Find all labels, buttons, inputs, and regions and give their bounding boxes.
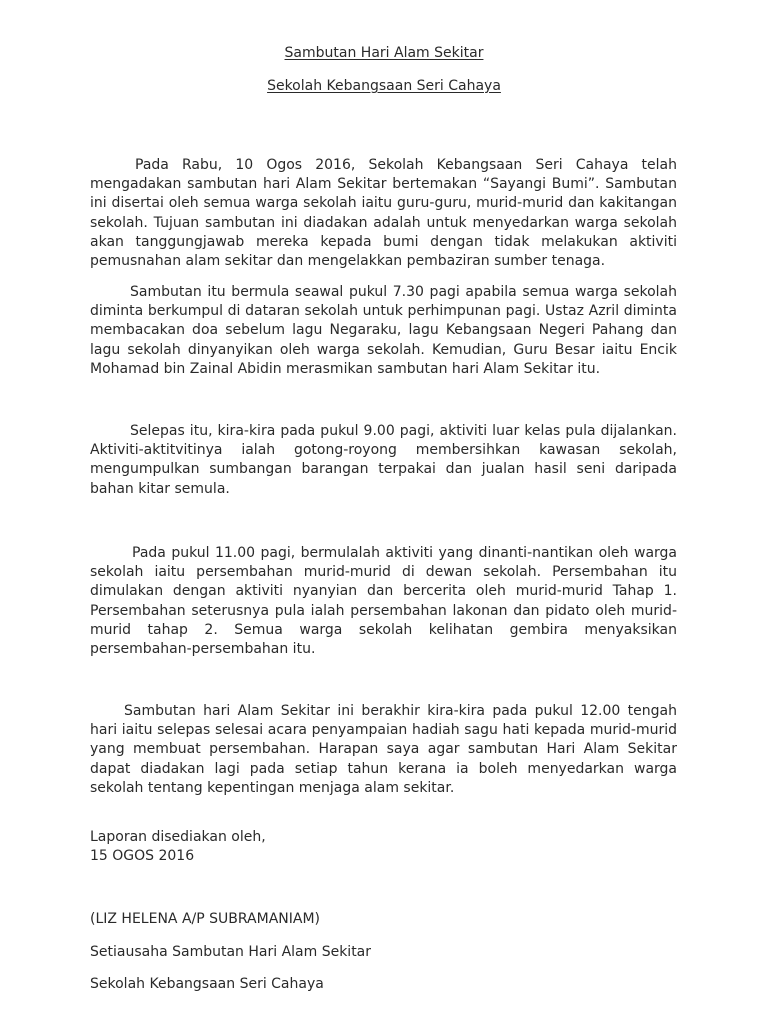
report-prepared-by-label: Laporan disediakan oleh,	[90, 829, 266, 845]
signatory-position: Setiausaha Sambutan Hari Alam Sekitar	[90, 944, 372, 960]
school-name-heading: Sekolah Kebangsaan Seri Cahaya	[267, 78, 501, 94]
report-date: 15 OGOS 2016	[90, 848, 195, 864]
document-title: Sambutan Hari Alam Sekitar	[284, 45, 484, 61]
paragraph-performances: Pada pukul 11.00 pagi, bermulalah aktiviti yang dinanti-nantikan oleh warga sekolah iaitu persembahan murid-murid di dewan sekolah. Persembahan itu dimulakan dengan aktiviti nyanyian dan bercerita oleh murid-murid Tahap 1. Persembahan seterusnya pula ialah persembahan lakonan dan pidato oleh murid-murid tahap 2. Semua warga sekolah kelihatan gembira menyaksikan persembahan-persembahan itu.	[90, 545, 677, 658]
paragraph-introduction: Pada Rabu, 10 Ogos 2016, Sekolah Kebangsaan Seri Cahaya telah mengadakan sambutan hari Alam Sekitar bertemakan “Sayangi Bumi”. Sambutan ini disertai oleh semua warga sekolah iaitu guru-guru, murid-murid dan kakitangan sekolah. Tujuan sambutan ini diadakan adalah untuk menyedarkan warga sekolah akan tanggungjawab mereka kepada bumi dengan tidak melakukan aktiviti pemusnahan alam sekitar dan mengelakkan pembaziran sumber tenaga.	[90, 157, 677, 270]
signatory-name: (LIZ HELENA A/P SUBRAMANIAM)	[90, 911, 320, 927]
paragraph-closing: Sambutan hari Alam Sekitar ini berakhir kira-kira pada pukul 12.00 tengah hari iaitu selepas selesai acara penyampaian hadiah sagu hati kepada murid-murid yang membuat persembahan. Harapan saya agar sambutan Hari Alam Sekitar dapat diadakan lagi pada setiap tahun kerana ia boleh menyedarkan warga sekolah tentang kepentingan menjaga alam sekitar.	[90, 703, 677, 796]
paragraph-assembly: Sambutan itu bermula seawal pukul 7.30 pagi apabila semua warga sekolah diminta berkumpul di dataran sekolah untuk perhimpunan pagi. Ustaz Azril diminta membacakan doa sebelum lagu Negaraku, lagu Kebangsaan Negeri Pahang dan lagu sekolah dinyanyikan oleh warga sekolah. Kemudian, Guru Besar iaitu Encik Mohamad bin Zainal Abidin merasmikan sambutan hari Alam Sekitar itu.	[90, 284, 677, 377]
signatory-school: Sekolah Kebangsaan Seri Cahaya	[90, 976, 324, 992]
paragraph-outdoor-activities: Selepas itu, kira-kira pada pukul 9.00 pagi, aktiviti luar kelas pula dijalankan. Aktiviti-aktitvitinya ialah gotong-royong membersihkan kawasan sekolah, mengumpulkan sumbangan barangan terpakai dan jualan hasil seni daripada bahan kitar semula.	[90, 423, 677, 497]
